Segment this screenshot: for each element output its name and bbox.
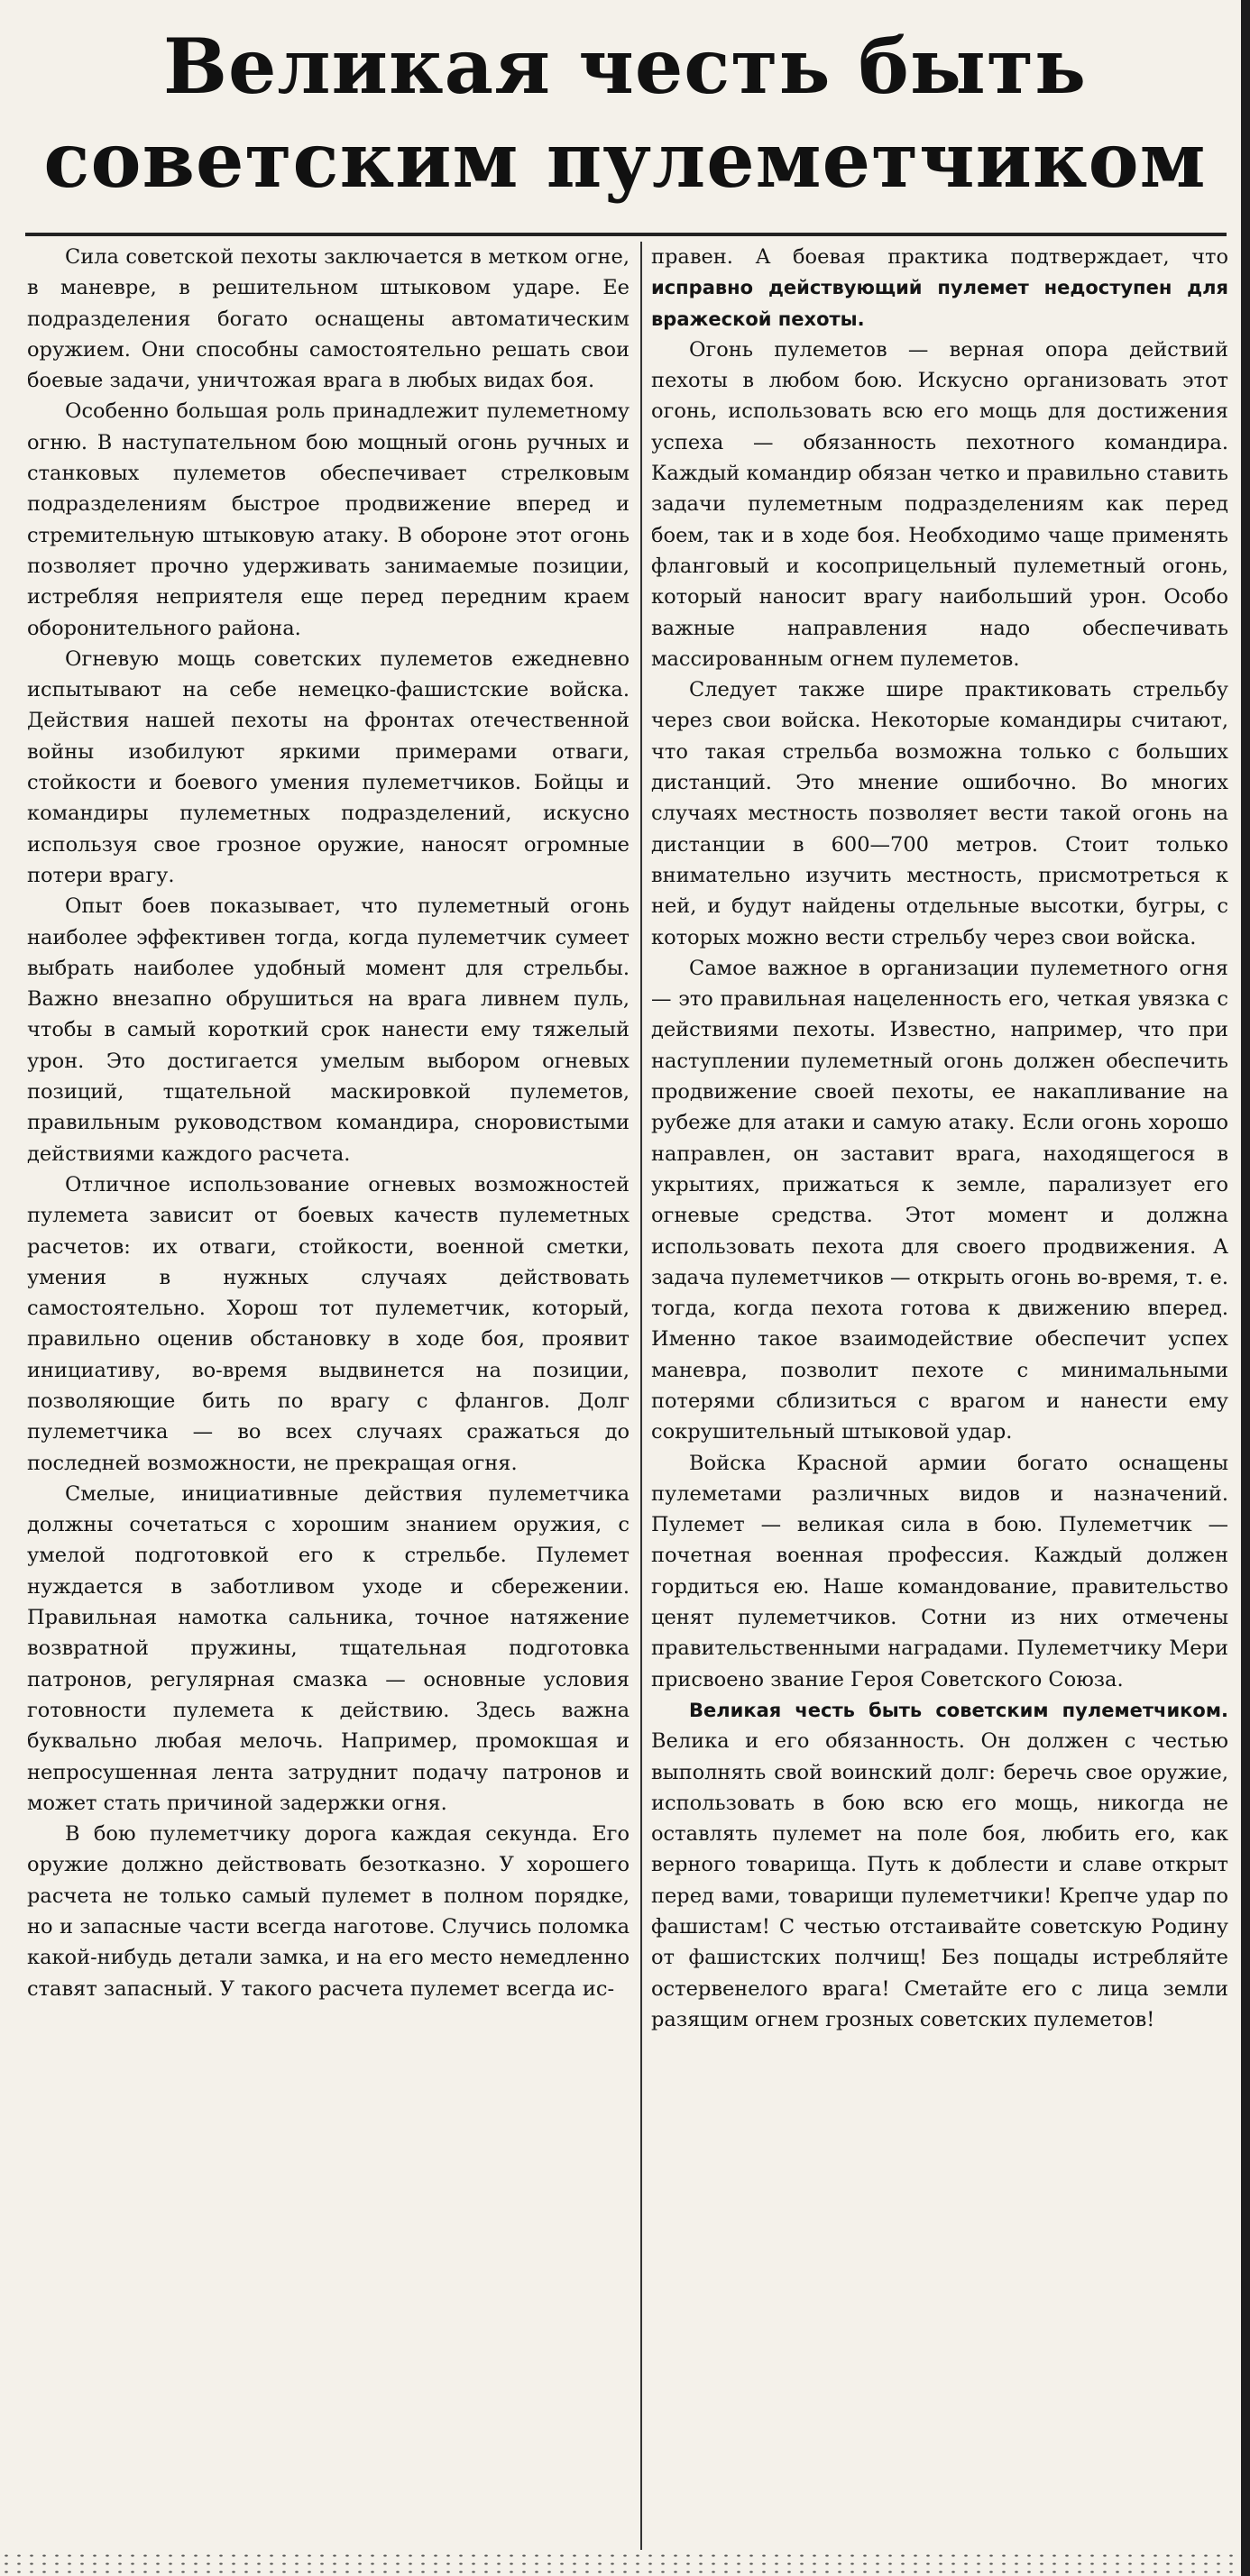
headline xyxy=(0,20,1250,207)
column-divider xyxy=(640,242,642,2550)
column-left xyxy=(27,242,630,2550)
paragraph: Огонь пулеметов — верная опора действий пехоты в любом бою. Искусно организовать этот огонь, использовать всю его мощь для достижения успеха — обязанность пехотного командира. Каждый командир обязан четко и правильно ставить задачи пулеметным подразделениям как перед боем, так и в ходе боя. Необходимо чаще применять фланговый и косоприцельный пулеметный огонь, который наносит врагу наибольший урон. Особо важные направления надо обеспечивать массированным огнем пулеметов. xyxy=(651,337,1228,671)
closing-paragraph xyxy=(651,1695,1228,2035)
paragraph: В бою пулеметчику дорога каждая секунда. Его оружие должно действовать безотказно. У хорошего расчета не только самый пулемет в полном порядке, но и запасные части всегда наготове. Случись поломка какой-нибудь детали замка, и на его место немедленно ставят запасный. У такого расчета пулемет всегда ис- xyxy=(27,1822,630,2001)
closing-text: Велика и его обязанность. Он должен с честью выполнять свой воинский долг: беречь свое оружие, использовать в бою всю его мощь, никогда не оставлять пулемет на поле боя, любить его, как верного товарища. Путь к доблести и славе открыт перед вами, товарищи пулеметчики! Крепче удар по фашистам! С честью отстаивайте советскую Родину от фашистских полчищ! Без пощады истребляйте остервенелого врага! Сметайте его с лица земли разящим огнем грозных советских пулеметов! xyxy=(651,1729,1228,2031)
paragraph: Следует также шире практиковать стрельбу через свои войска. Некоторые командиры считают, что такая стрельба возможна только с больших дистанций. Это мнение ошибочно. Во многих случаях местность позволяет вести такой огонь на дистанции в 600—700 метров. Стоит только внимательно изучить местность, присмотреться к ней, и будут найдены отдельные высотки, бугры, с которых можно вести стрельбу через свои войска. xyxy=(651,678,1228,949)
paragraph: Смелые, инициативные действия пулеметчика должны сочетаться с хорошим знанием оружия, с умелой подготовкой его к стрельбе. Пулемет нуждается в заботливом уходе и сбережении. Правильная намотка сальника, точное натяжение возвратной пружины, тщательная подготовка патронов, регулярная смазка — основные условия готовности пулемета к действию. Здесь важна буквально любая мелочь. Например, промокшая и непросушенная лента затруднит подачу патронов и может стать причиной задержки огня. xyxy=(27,1481,630,1815)
headline-rule xyxy=(25,233,1227,236)
continued-text: правен. А боевая практика подтверждает, что xyxy=(651,245,1228,269)
paragraph: Войска Красной армии богато оснащены пулеметами различных видов и назначений. Пулемет — великая сила в бою. Пулеметчик — почетная военная профессия. Каждый должен гордиться ею. Наше командование, правительство ценят пулеметчиков. Сотни из них отмечены правительственными наградами. Пулеметчику Мери присвоено звание Героя Советского Союза. xyxy=(651,1451,1228,1691)
closing-emphasis: Великая честь быть советским пулеметчиком. xyxy=(689,1699,1228,1721)
paragraph: Самое важное в организации пулеметного огня — это правильная нацеленность его, четкая увязка с действиями пехоты. Известно, например, что при наступлении пулеметный огонь должен обеспечить продвижение своей пехоты, ее накапливание на рубеже для атаки и самую атаку. Если огонь хорошо направлен, он заставит врага, находящегося в укрытиях, прижаться к земле, парализует его огневые средства. Этот момент и должна использовать пехота для своего продвижения. А задача пулеметчиков — открыть огонь во-время, т. е. тогда, когда пехота готова к движению вперед. Именно такое взаимодействие обеспечит успех маневра, позволит пехоте с минимальными потерями сблизиться с врагом и нанести ему сокрушительный штыковой удар. xyxy=(651,956,1228,1444)
emphasis-text: исправно действующий пулемет недоступен для вражеской пехоты. xyxy=(651,277,1228,330)
paragraph-continued xyxy=(651,242,1228,335)
column-right xyxy=(651,242,1228,2550)
paragraph: Особенно большая роль принадлежит пулеметному огню. В наступательном бою мощный огонь ручных и станковых пулеметов обеспечивает стрелковым подразделениям быстрое продвижение вперед и стремительную штыковую атаку. В обороне этот огонь позволяет прочно удерживать занимаемые позиции, истребляя неприятеля еще перед передним краем оборонительного района. xyxy=(27,399,630,640)
paragraph: Отличное использование огневых возможностей пулемета зависит от боевых качеств пулеметных расчетов: их отваги, стойкости, военной сметки, умения в нужных случаях действовать самостоятельно. Хорош тот пулеметчик, который, правильно оценив обстановку в ходе боя, проявит инициативу, во-время выдвинется на позиции, позволяющие бить по врагу с флангов. Долг пулеметчика — во всех случаях сражаться до последней возможности, не прекращая огня. xyxy=(27,1172,630,1475)
page-edge xyxy=(1241,0,1250,2576)
paragraph: Опыт боев показывает, что пулеметный огонь наиболее эффективен тогда, когда пулеметчик сумеет выбрать наиболее удобный момент для стрельбы. Важно внезапно обрушиться на врага ливнем пуль, чтобы в самый короткий срок нанести ему тяжелый урон. Это достигается умелым выбором огневых позиций, тщательной маскировкой пулеметов, правильным руководством командира, сноровистыми действиями каждого расчета. xyxy=(27,894,630,1166)
bottom-ornament xyxy=(0,2552,1241,2576)
paragraph: Сила советской пехоты заключается в метком огне, в маневре, в решительном штыковом ударе. Ее подразделения богато оснащены автоматическим оружием. Они способны самостоятельно решать свои боевые задачи, уничтожая врага в любых видах боя. xyxy=(27,245,630,393)
paragraph: Огневую мощь советских пулеметов ежедневно испытывают на себе немецко-фашистские войска. Действия нашей пехоты на фронтах отечественной войны изобилуют яркими примерами отваги, стойкости и боевого умения пулеметчиков. Бойцы и командиры пулеметных подразделений, искусно используя свое грозное оружие, наносят огромные потери врагу. xyxy=(27,646,630,887)
headline-line-2: советским пулеметчиком xyxy=(43,115,1207,205)
headline-line-1: Великая честь быть xyxy=(162,22,1088,111)
